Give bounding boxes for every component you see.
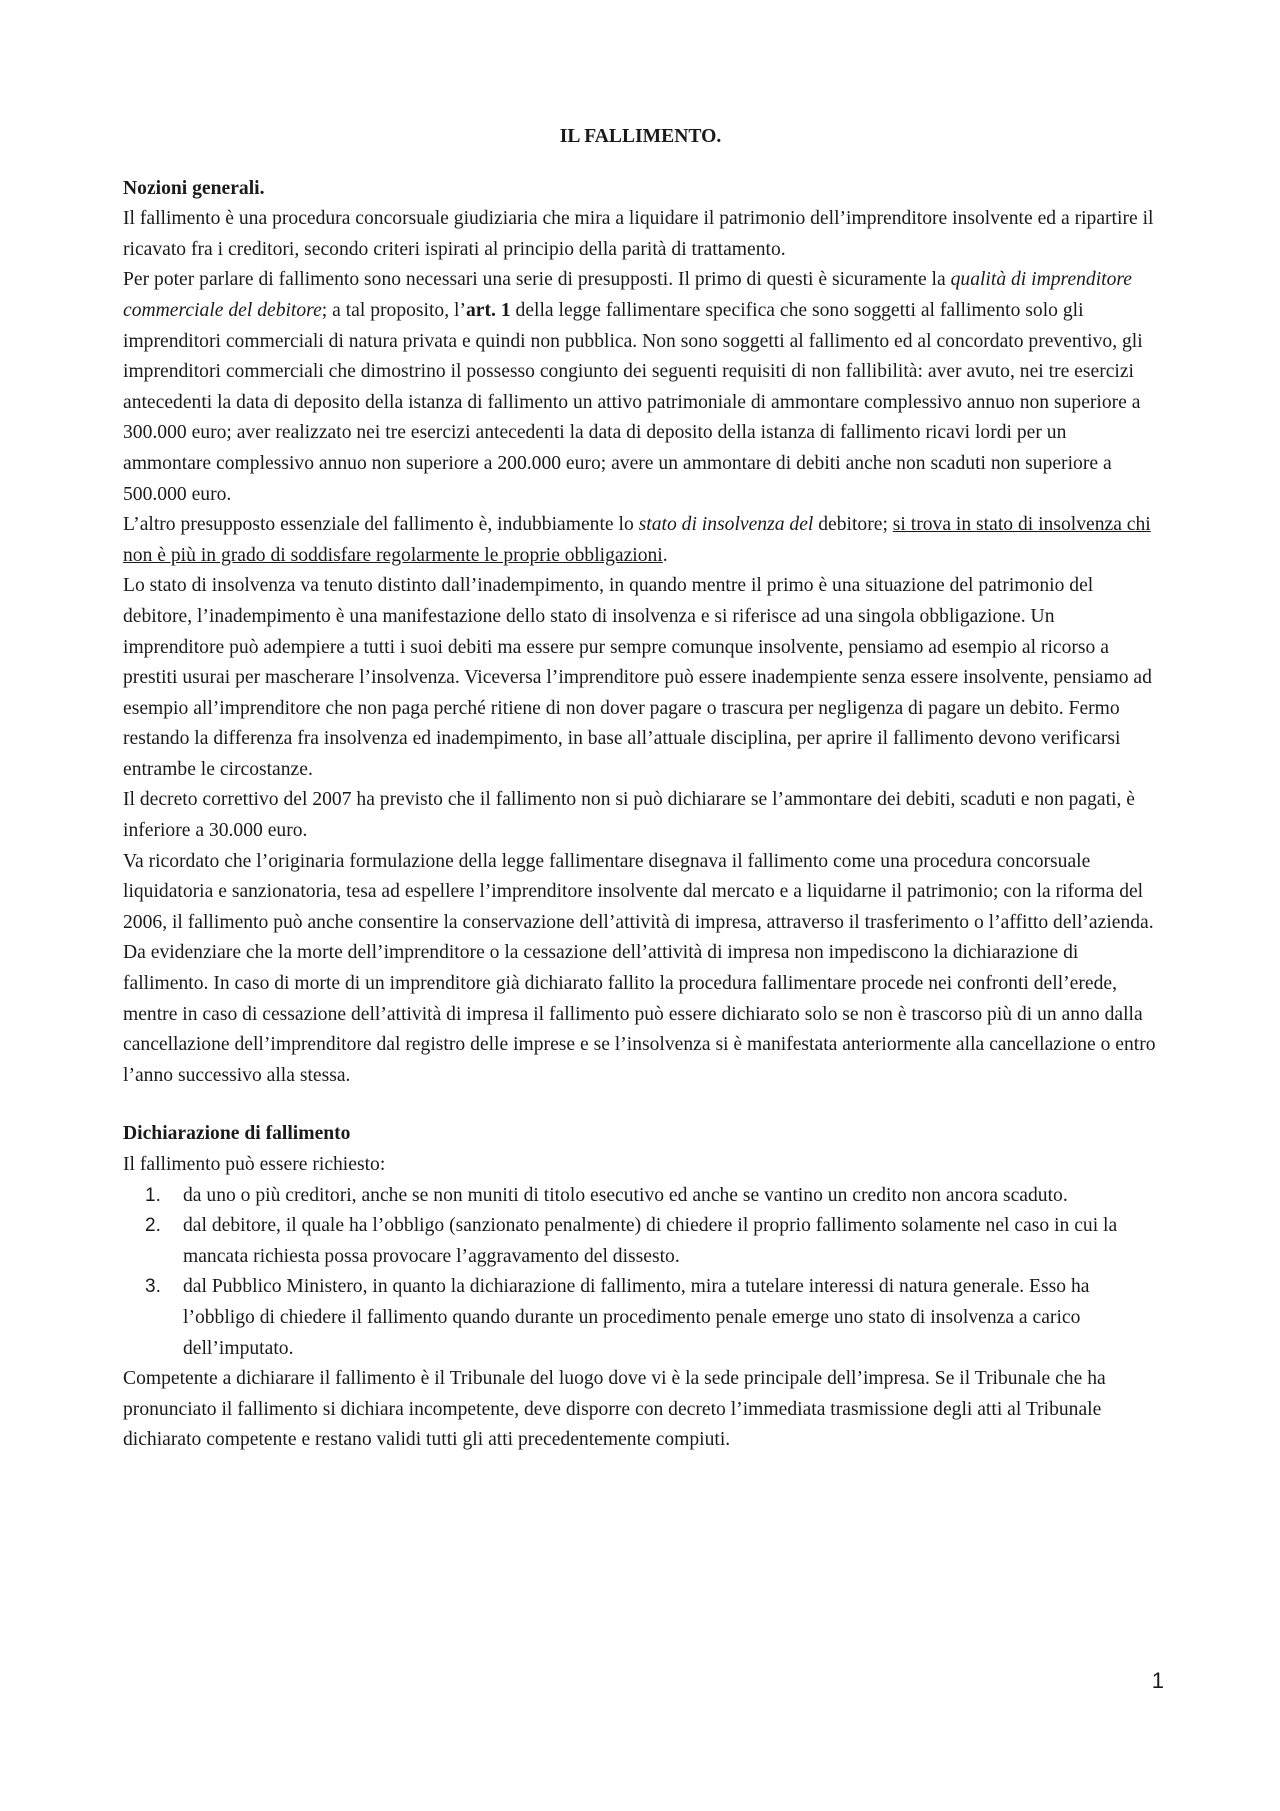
paragraph-definition: Il fallimento è una procedura concorsuale giudiziaria che mira a liquidare il patrimonio dell’imprenditore insolvente ed a ripartire il ricavato fra i creditori, secondo criteri ispirati al principio della parità di trattamento.: [123, 208, 1154, 260]
bold-article-ref: art. 1: [466, 299, 511, 321]
paragraph-decreto: Il decreto correttivo del 2007 ha previsto che il fallimento non si può dichiarare se l’ammontare dei debiti, scaduti e non pagati, è inferiore a 30.000 euro.: [123, 789, 1136, 842]
italic-term-qualita: qualità di imprenditore commerciale del debitore: [123, 269, 1133, 321]
paragraph-presupposti: [123, 265, 1158, 510]
paragraph-competenza: Competente a dichiarare il fallimento è il Tribunale del luogo dove vi è la sede principale dell’impresa. Se il Tribunale che ha pronunciato il fallimento si dichiara incompetente, deve disporre con decreto l’immediata trasmissione degli atti al Tribunale dichiarato competente e restano validi tutti gli atti precedentemente compiuti.: [123, 1368, 1106, 1451]
section-heading-nozioni: Nozioni generali.: [123, 177, 265, 199]
list-item: [123, 1272, 1158, 1364]
list-item: [123, 1181, 1158, 1212]
page-content: [123, 122, 1158, 1456]
section-heading-dichiarazione: Dichiarazione di fallimento: [123, 1123, 351, 1145]
document-title: IL FALLIMENTO.: [559, 126, 722, 147]
paragraph-riforma: Va ricordato che l’originaria formulazione della legge fallimentare disegnava il fallimento come una procedura concorsuale liquidatoria e sanzionatoria, tesa ad espellere l’imprenditore insolvente dal mercato e a liquidarne il patrimonio; con la riforma del 2006, il fallimento può anche consentire la conservazione dell’attività di impresa, attraverso il trasferimento o l’affitto dell’azienda.: [123, 850, 1154, 933]
underlined-definition: si trova in stato di insolvenza chi non è più in grado di soddisfare regolarmente le proprie obbligazioni: [123, 514, 1151, 566]
text-run: Per poter parlare di fallimento sono necessari una serie di presupposti. Il primo di questi è sicuramente la: [123, 269, 951, 291]
page-number: 1: [1151, 1668, 1164, 1693]
list-item-number: 3.: [145, 1276, 161, 1298]
list-item: [123, 1211, 1158, 1272]
paragraph-insolvenza: [123, 510, 1158, 571]
paragraph-morte: Da evidenziare che la morte dell’imprenditore o la cessazione dell’attività di impresa non impediscono la dichiarazione di fallimento. In caso di morte di un imprenditore già dichiarato fallito la procedura fallimentare procede nei confronti dell’erede, mentre in caso di cessazione dell’attività di impresa il fallimento può essere dichiarato solo se non è trascorso più di un anno dalla cancellazione dell’imprenditore dal registro delle imprese e se l’insolvenza si è manifestata anteriormente alla cancellazione o entro l’anno successivo alla stessa.: [123, 942, 1156, 1086]
requesters-list: [123, 1181, 1158, 1365]
text-run: ; a tal proposito, l’: [321, 299, 466, 321]
list-item-text: dal debitore, il quale ha l’obbligo (sanzionato penalmente) di chiedere il proprio fallimento solamente nel caso in cui la mancata richiesta possa provocare l’aggravamento del dissesto.: [183, 1215, 1118, 1267]
text-run: .: [662, 544, 668, 566]
paragraph-inadempimento: Lo stato di insolvenza va tenuto distinto dall’inadempimento, in quando mentre il primo è una situazione del patrimonio del debitore, l’inadempimento è una manifestazione dello stato di insolvenza e si riferisce ad una singola obbligazione. Un imprenditore può adempiere a tutti i suoi debiti ma essere pur sempre comunque insolvente, pensiamo ad esempio al ricorso a prestiti usurai per mascherare l’insolvenza. Viceversa l’imprenditore può essere inadempiente senza essere insolvente, pensiamo ad esempio all’imprenditore che non paga perché ritiene di non dover pagare o trascura per negligenza di pagare un debito. Fermo restando la differenza fra insolvenza ed inadempimento, in base all’attuale disciplina, per aprire il fallimento devono verificarsi entrambe le circostanze.: [123, 575, 1152, 780]
list-item-number: 1.: [145, 1184, 161, 1206]
section-gap: [123, 1091, 1158, 1119]
text-run: L’altro presupposto essenziale del fallimento è, indubbiamente lo: [123, 514, 639, 536]
list-intro: Il fallimento può essere richiesto:: [123, 1154, 386, 1175]
text-run: della legge fallimentare specifica che sono soggetti al fallimento solo gli imprenditori commerciali di natura privata e quindi non pubblica. Non sono soggetti al fallimento ed al concordato preventivo, gli imprenditori commerciali che dimostrino il possesso congiunto dei seguenti requisiti di non fallibilità: aver avuto, nei tre esercizi antecedenti la data di deposito della istanza di fallimento un attivo patrimoniale di ammontare complessivo annuo non superiore a 300.000 euro; aver realizzato nei tre esercizi antecedenti la data di deposito della istanza di fallimento ricavi lordi per un ammontare complessivo annuo non superiore a 200.000 euro; avere un ammontare di debiti anche non scaduti non superiore a 500.000 euro.: [123, 299, 1143, 505]
text-run: debitore;: [813, 514, 893, 536]
list-item-number: 2.: [145, 1215, 161, 1237]
list-item-text: da uno o più creditori, anche se non muniti di titolo esecutivo ed anche se vantino un credito non ancora scaduto.: [183, 1184, 1068, 1206]
italic-term-stato: stato di insolvenza del: [638, 514, 814, 536]
list-item-text: dal Pubblico Ministero, in quanto la dichiarazione di fallimento, mira a tutelare interessi di natura generale. Esso ha l’obbligo di chiedere il fallimento quando durante un procedimento penale emerge uno stato di insolvenza a carico dell’imputato.: [183, 1276, 1090, 1359]
